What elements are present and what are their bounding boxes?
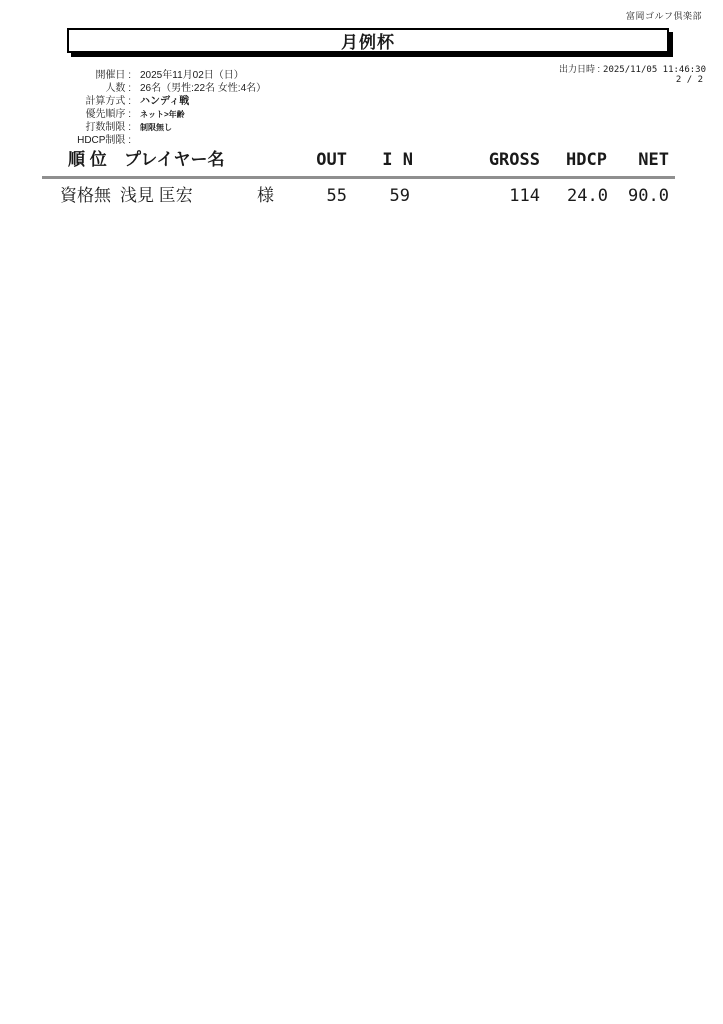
column-header-rank: 順 位 [68, 150, 107, 169]
cell-in-score: 59 [389, 186, 410, 206]
meta-row-stroke-limit [45, 121, 266, 134]
cell-net-score: 90.0 [628, 186, 669, 206]
header-separator-rule [42, 176, 675, 179]
meta-label-event-date: 開催日 : [95, 70, 131, 81]
page-title: 月例杯 [341, 33, 395, 52]
cell-honorific: 様 [257, 186, 274, 205]
title-banner [67, 28, 669, 53]
output-datetime-value: 2025/11/05 11:46:30 [603, 65, 706, 75]
cell-player-name: 浅見 匡宏 [120, 186, 193, 205]
column-header-player: プレイヤー名 [124, 150, 225, 169]
cell-hdcp-value: 24.0 [567, 186, 608, 206]
meta-value-stroke-limit: 制限無し [140, 123, 172, 132]
event-meta [45, 69, 266, 147]
meta-label-participants: 人数 : [105, 83, 131, 94]
meta-row-calc-method [45, 95, 266, 108]
meta-value-priority-order: ネット>年齢 [140, 110, 185, 119]
meta-value-participants: 26名（男性:22名 女性:4名） [140, 83, 267, 94]
column-header-gross: GROSS [488, 150, 540, 170]
column-header-in: I N [382, 150, 413, 170]
output-datetime-label: 出力日時 : [559, 64, 601, 74]
output-datetime-line [559, 62, 706, 75]
cell-gross-score: 114 [509, 186, 540, 206]
column-header-hdcp: HDCP [566, 150, 607, 170]
meta-label-calc-method: 計算方式 : [85, 96, 131, 107]
meta-label-priority-order: 優先順序 : [85, 109, 131, 120]
meta-label-hdcp-limit: HDCP制限 : [77, 135, 131, 146]
meta-label-stroke-limit: 打数制限 : [85, 122, 131, 133]
page-number: 2 / 2 [675, 75, 703, 85]
meta-value-event-date: 2025年11月02日（日） [140, 70, 244, 81]
cell-out-score: 55 [326, 186, 347, 206]
meta-row-hdcp-limit [45, 134, 266, 147]
club-name: 富岡ゴルフ倶楽部 [625, 11, 702, 21]
cell-rank-status: 資格無 [60, 186, 111, 205]
meta-row-participants [45, 82, 266, 95]
meta-value-calc-method: ハンディ戦 [140, 96, 190, 107]
column-header-net: NET [638, 150, 669, 170]
meta-row-event-date [45, 69, 266, 82]
column-header-out: OUT [316, 150, 347, 170]
meta-row-priority-order [45, 108, 266, 121]
